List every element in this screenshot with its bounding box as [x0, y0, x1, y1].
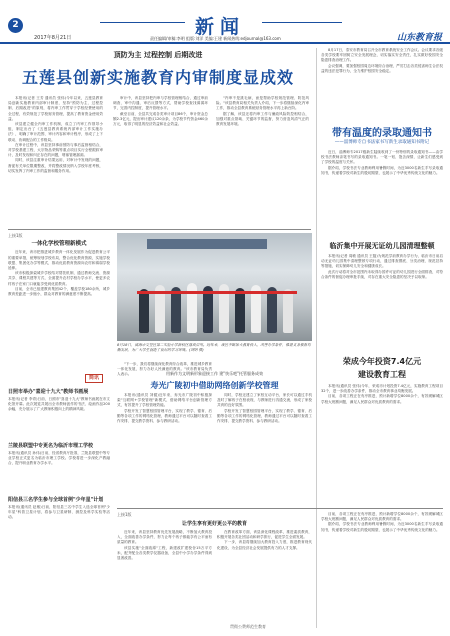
- right-paragraph: 会议强调，要加强校园周边环境综合治理，严厉打击各类侵害师生合法权益的违法犯罪行为，全力维护校园安全稳定。: [321, 63, 443, 73]
- investment-subhead: 建设教育工程: [358, 370, 406, 379]
- lead-headline[interactable]: 五莲县创新实施教育内审制度显成效: [21, 68, 294, 87]
- center-paragraph: 同时，学校还建立了家校互动平台，家长可以通过手机及时了解孩子在校表现，与教师进行沟通交流，形成了家校共育的良好氛围。: [217, 393, 312, 408]
- right-paragraph: 8月17日，泰安市教育局召开全市教育系统安全工作会议。会议要求各级各类学校要牢固树立安全发展理念，切实落实安全责任，扎实做好校园安全隐患排查治理工作。: [321, 48, 443, 63]
- lead-column-1: [8, 96, 103, 226]
- lead-paragraph: 该县建立健全内审工作机制，成立了内审工作领导小组，制定出台了《五莲县教育系统内部审计工作实施办法》，明确了审计范围、审计内容和审计程序，形成了上下联动、协调配合的工作格局。: [8, 122, 103, 142]
- lead-paragraph: "内审不是挑毛病，而是帮助学校规范管理、防范风险。"该县教育局相关负责人介绍，下一步将继续深化内审工作，推动全县教育系统财务管理水平再上新台阶。: [216, 96, 309, 111]
- lead-paragraph: 审计中，该县坚持把内审与学校管理相结合，通过审前调查、审中沟通、审后反馈等方式，帮助学校查找薄弱环节，完善内控制度，提升管理水平。: [113, 96, 208, 111]
- center-kicker: 用新作为文明新形象迎接工作 建"快乐吧"托管服务成效: [166, 371, 263, 376]
- photo-figure: [139, 289, 149, 333]
- notice-paragraph: 据介绍，学校书法专业教师利用暑假时间，为近3000名新生手写录取通知书，传递着学校对新生的殷切期望，也展示了中华优秀传统文化的魅力。: [321, 165, 443, 175]
- issue-date: 2017年8月21日: [34, 35, 72, 41]
- left-column-subhead: 一体化学校管理新模式: [31, 241, 87, 248]
- cleanup-headline[interactable]: 临沂集中开展无证幼儿园清理整顿: [329, 242, 435, 250]
- bottom-tag: 上接1版: [117, 512, 132, 517]
- bottom-left-story: [117, 512, 312, 527]
- investment-paragraph: 目前，各项工程正在有序推进，预计新增学位8000余个，有效缓解城区学校大班额问题，满足人民群众对优质教育的需求。: [321, 394, 443, 404]
- bottom-paragraph: 在教育改革方面，该县深化课程改革，推进素质教育，积极开展各类社团活动和研学旅行，促进学生全面发展。: [217, 530, 312, 540]
- cleanup-story: [321, 254, 443, 350]
- page-number: 2: [8, 18, 23, 33]
- photo-ribbon: [137, 291, 297, 294]
- investment-story: [321, 384, 443, 504]
- bottom-divider: [117, 508, 443, 509]
- photo-figure: [235, 288, 245, 333]
- bottom-left-headline[interactable]: 让学生享有更好更公平的教育: [181, 521, 247, 527]
- center-story: [117, 371, 312, 391]
- bottom-paragraph: 下一步，该县将继续加大教育投入力度，推进教育现代化建设，为全县经济社会发展提供有力的人才支撑。: [217, 540, 312, 550]
- section-title: 新闻: [195, 16, 246, 38]
- bottom-paragraph: 该县实施"全面改薄"工程，新建改扩建校舍15万平方米，配齐配全各类教学仪器设备，全县中小学办学条件得到显著改善。: [117, 545, 212, 561]
- masthead: [0, 0, 450, 44]
- lead-column-2: [113, 96, 208, 226]
- center-paragraph: 学校开发了智慧校园管理平台，实现了教学、德育、后勤等各项工作的网络化管理，教师通过平台可以随时查看工作安排、提交教学资料、参与教研活动。: [117, 408, 212, 424]
- lead-paragraph: 本报讯(记者 王芳 通讯员 张伟)今年以来，五莲县教育局创新实施教育内部审计制度，坚持"预防为主、过程控制、后期改进"的原则，将内审工作贯穿于学校经费使用的全过程，有效规范了学校财务管理，提高了教育资金使用效益。: [8, 96, 103, 121]
- bottom-left-col-1: [117, 530, 212, 630]
- column-divider: [316, 48, 317, 628]
- editor-line: 责任编辑/审稿:李明 组版:刘洋 美编:王建 新闻热线:edjournal@163.com: [150, 36, 281, 41]
- section-divider: [8, 229, 311, 230]
- center-headline[interactable]: 寿光广陵初中借助网络创新学校管理: [150, 381, 279, 390]
- title-divider-right: [262, 22, 342, 23]
- notice-subhead: ——淄博师专自书法家书写新生录取通知书附记: [334, 140, 430, 145]
- center-story-col-1: [117, 393, 212, 503]
- brief-title[interactable]: 阳信县三名学生参与全球首例"少年星"计划: [8, 497, 104, 503]
- lead-paragraph: 截至目前，全县共完成各类审计项目86个，审计资金总额2.3亿元，提出审计建议120余条，为学校节约资金460余万元，取得了明显的经济效益和社会效益。: [113, 111, 208, 127]
- investment-headline[interactable]: 荣成今年投资7.4亿元: [342, 357, 422, 366]
- center-paragraph: 学校开发了智慧校园管理平台，实现了教学、德育、后勤等各项工作的网络化管理，教师通过平台可以随时查看工作安排、提交教学资料、参与教研活动。: [217, 408, 312, 424]
- lead-headline-block: [8, 50, 308, 88]
- briefs-section: [8, 388, 110, 541]
- lead-paragraph: 据了解，该县还将内审工作与廉政风险防控相结合，加强对重点领域、关键环节的监督，努力营造风清气正的教育发展环境。: [216, 111, 309, 127]
- brief-body: 本报讯(通讯员 孙伟)日前，经省教育厅批准，兰陵县联盟中等专业学校正式更名为临沂市理工学校。学校将进一步深化产教融合，提升职业教育办学水平。: [8, 451, 110, 466]
- lead-kicker: 顶防为主 过程控制 后期改进: [113, 51, 203, 59]
- brief-title[interactable]: 兰陵县联盟中专更名为临沂市理工学校: [8, 443, 94, 449]
- right-top-story: [321, 48, 443, 120]
- lead-column-3: [216, 96, 309, 226]
- left-paragraph: 该市积极探索城乡学校结对帮扶机制，通过教师交流、资源共享、课程共建等方式，全面提升农村学校办学水平，使更多农村孩子在家门口就能享受到优质教育。: [8, 271, 110, 286]
- brief-body: 本报讯(记者 李青)日前，日照市"喜迎十九大"教师书画展在市文化馆开幕。此次展览共展出全市教师创作的书法、绘画作品200余幅，充分展示了广大教师积极向上的精神风貌。: [8, 397, 110, 412]
- bottom-right-paragraph: 目前，各项工程正在有序推进，预计新增学位8000余个，有效缓解城区学校大班额问题，满足人民群众对优质教育的需求。: [321, 512, 443, 522]
- photo-figure: [283, 289, 293, 333]
- briefs-tag: 简讯: [85, 374, 103, 383]
- news-photo[interactable]: [117, 233, 312, 341]
- bottom-left-col-2: [217, 530, 312, 622]
- lead-paragraph: 同时，该县注重审计结果运用，对审计中发现的问题，督促有关单位限期整改，并将整改情况纳入学校年度考核，切实发挥了内审工作的监督和服务作用。: [8, 158, 103, 173]
- left-paragraph: 目前，全市已组建教育集团42个，覆盖学校180余所，城乡教育差距进一步缩小，群众对教育的满意度不断提高。: [8, 286, 110, 297]
- cleanup-paragraph: 此次行动将对全市范围内未取得办园许可证的幼儿园进行全面排查，对符合条件的督促办理审批手续，对存在重大安全隐患的坚决予以取缔。: [321, 269, 443, 279]
- investment-paragraph: 本报讯(通讯员 张伟)今年，荣成市计划投资7.4亿元，实施教育工程项目32个，进一步改善办学条件，推动全市教育事业均衡发展。: [321, 384, 443, 394]
- newspaper-logo: 山东教育报: [396, 33, 442, 43]
- bottom-right-paragraph: 据介绍，学校书法专业教师利用暑假时间，为近3000名新生手写录取通知书，传递着学校对新生的殷切期望，也展示了中华优秀传统文化的魅力。: [321, 522, 443, 532]
- center-story-col-2: [217, 393, 312, 503]
- title-divider-left: [100, 22, 185, 23]
- continued-tag: 上接1版: [8, 233, 23, 238]
- bottom-note: 贯彻公费师范生教育: [230, 624, 266, 629]
- left-paragraph: 近年来，该市把推进城乡教育一体化发展作为促进教育公平的重要举措，统筹规划学校布局，整合优化教育资源，实施学校联盟、集团化办学等模式，推动优质教育资源向农村和薄弱学校延伸。: [8, 250, 110, 271]
- brief-title[interactable]: 日照市举办"喜迎十九大"教师书画展: [8, 389, 89, 395]
- photo-banner: [147, 239, 267, 249]
- notice-headline[interactable]: 带有温度的录取通知书: [332, 128, 432, 139]
- notice-story: [321, 150, 443, 236]
- left-column-story: [8, 233, 110, 368]
- bottom-right-story: [321, 512, 443, 630]
- brief-body: 本报讯(通讯员 赵敏)日前，阳信县三名中学生入选全球首例"少年星"科普卫星计划，将参与卫星研制、测控及科学实验等活动。: [8, 505, 110, 520]
- mid-paragraph: "下一步，我们将继续深化教育综合改革，推进城乡教育一体化发展，努力办好人民满意的教育。"该市教育局负责人表示。: [117, 362, 212, 376]
- center-paragraph: 本报讯(通讯员 刘健)近年来，寿光市广陵初中积极探索"互联网+学校管理"新模式，借助网络平台创新管理方式，有效提升了学校管理效能。: [117, 393, 212, 408]
- photo-caption: 8月18日，威海市文登区第二实验小学新校区落成启用。近年来，该区不断加大教育投入，改善办学条件，推进义务教育均衡发展，为广大学生创造了良好的学习环境。(刘明 摄): [117, 343, 311, 352]
- cleanup-paragraph: 本报讯(记者 周敏 通讯员 王磊)为规范学前教育办学行为，临沂市日前启动无证幼儿园集中清理整顿专项行动，通过排查摸底、分类治理、规范扶持等措施，切实保障幼儿安全和健康成长。: [321, 254, 443, 269]
- notice-paragraph: 近日，淄博师专2017级新生陆续收到了一份特别的录取通知书——由学校书法教师亲笔书写的录取通知书。一笔一划、饱含深情，让新生们感受到了学校的温度与关怀。: [321, 150, 443, 165]
- lead-paragraph: 在审计过程中，该县坚持事前预防与事后监督相结合，对学校基建工程、大宗物品采购等重点项目实行全程跟踪审计，及时发现和纠正存在的问题，堵塞管理漏洞。: [8, 142, 103, 158]
- bottom-paragraph: 近年来，该县坚持教育优先发展战略，不断加大教育投入，全面改善办学条件，努力让每个孩子都能享有公平而有质量的教育。: [117, 530, 212, 545]
